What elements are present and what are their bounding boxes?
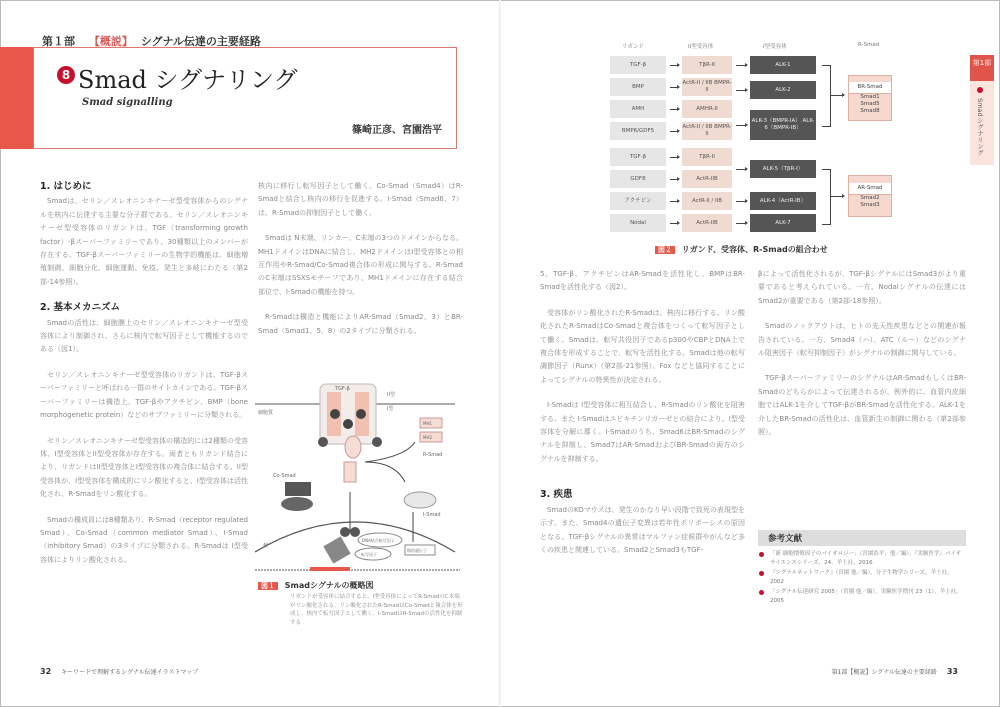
type1-receptor-box: ALK-1 (750, 56, 816, 74)
bracket (822, 65, 831, 127)
header-type1: I型受容体 (763, 44, 787, 50)
paragraph: 5、TGF-β、アクチビンはAR-Smadを活性化し、BMPはBR-Smadを活性化する（図2）。 (540, 270, 745, 292)
part-tag: 【概説】 (88, 35, 133, 48)
type1-receptor-box: ALK-2 (750, 81, 816, 99)
ligand-box: アクチビン (610, 192, 666, 210)
right-column-2 (758, 268, 966, 451)
header-rsmad: R-Smad (858, 42, 880, 48)
chapter-subtitle-en: Smad signalling (82, 97, 173, 108)
ligand-box: TGF-β (610, 148, 666, 166)
arrow-icon (670, 87, 678, 88)
svg-text:TGF-β: TGF-β (335, 386, 350, 392)
right-footer (832, 667, 958, 676)
part-label: 第１部 (42, 35, 75, 48)
paragraph: R-Smadは構造と機能によりAR-Smad（Smad2、3）とBR-Smad（Smad1、5、8）の2タイプに分類される。 (258, 313, 463, 335)
rsmad-member: Smad1 (860, 93, 880, 100)
arrow-icon (736, 201, 746, 202)
figure-1-caption (258, 580, 373, 591)
arrow-icon (670, 201, 678, 202)
ligand-box: BMP6/GDF5 (610, 122, 666, 140)
authors: 篠崎正彦、宮園浩平 (352, 125, 442, 136)
paragraph: Smadのノックアウトは、ヒトの先天性疾患などとの関連が報告されている。一方、Smad4（ハ）、ATC（ルー）などのシグナル阻害因子（転写抑制因子）がシグナルの制御に関与している。 (758, 322, 966, 358)
figure-label: 図１ (258, 582, 278, 590)
svg-text:R-Smad: R-Smad (423, 452, 443, 458)
reference-item: 「シグナル伝達研究 2005」（宮園 他／編），実験医学増刊 23（1），羊土社，2005 (758, 588, 966, 605)
running-title: 第1部【概説】シグナル伝達の主要経路 (831, 669, 937, 676)
chapter-title: Smad シグナリング (78, 66, 298, 94)
paragraph: SmadのKOマウスは、発生のかなり早い段階で致死の表現型を示す。また、Smad4の遺伝子変異は若年性ポリポーシスの原因となる。TGF-βシグナルの異常はマルファン症候群やがんなど多くの疾患と関連している。Smad2とSmad3もTGF- (540, 505, 745, 554)
figure-title: リガンド、受容体、R-Smadの組合わせ (681, 245, 828, 254)
type1-receptor-box: ALK-4（ActR-IB） (750, 192, 816, 210)
arrow-icon (736, 169, 746, 170)
figure-1-smad-signaling-diagram (255, 382, 470, 577)
paragraph: I-Smadは I型受容体に相互結合し、R-Smadのリン酸化を阻害する。また I-Smadはユビキチンリガーゼとの結合により、I型受容体を分解に導く。I-Smadのうち、Smad6はBR-Smadのシグナルを抑制し、Smad7はAR-SmadおよびBR-Smadの両方のシグナルを抑制する。 (540, 401, 745, 463)
rsmad-member: Smad8 (860, 107, 880, 114)
paragraph: βによって活性化されるが、TGF-βシグナルにはSmad3がより重要であると考えられている。一方、Nodalシグナルの伝達にはSmad2が重要である（第2部-18参照）。 (758, 270, 966, 305)
type2-receptor-box: ActR-IIB (682, 214, 732, 232)
type1-receptor-box: ALK-5（TβR-I） (750, 160, 816, 178)
left-column-2 (258, 180, 463, 350)
br-smad-box (848, 75, 892, 121)
type2-receptor-box: ActR-IIB (682, 170, 732, 188)
page-gutter (499, 0, 501, 707)
arrow-icon (670, 223, 678, 224)
section-heading: 3. 疾患 (540, 489, 573, 501)
figure-label: 図２ (655, 246, 675, 254)
type2-receptor-box: AMHR-II (682, 100, 732, 118)
arrow-icon (736, 223, 746, 224)
ligand-box: AMH (610, 100, 666, 118)
svg-text:Co-Smad: Co-Smad (273, 473, 296, 479)
header-type2: II型受容体 (688, 44, 714, 50)
running-title: キーワードで理解するシグナル伝達イラストマップ (61, 669, 199, 676)
paragraph: TGF-βスーパーファミリーのシグナルはAR-SmadもしくはBR-Smadのどちらかによって伝達されるが、例外的に、血管内皮細胞ではALK-1を介してTGF-βがBR-Smadを活性化する。ALK-1を介したBR-Smadの活性化は、血管新生の制御に関わる（第2部参照）。 (758, 374, 966, 437)
paragraph: Smadの構成員には8種類あり、R-Smad（receptor regulated Smad）、Co-Smad（common mediator Smad）、I-Smad（inhibitory Smad）の3タイプに分類される。R-Smadは I型受容体によりリン酸化される。 (40, 515, 248, 564)
svg-text:I-Smad: I-Smad (423, 512, 441, 518)
paragraph: Smadの活性は、細胞膜上のセリン／スレオニンキナーゼ型受容体により制御され、さらに核内で転写因子として機能するのである（図1）。 (40, 318, 248, 354)
chapter-side-tab (970, 55, 994, 165)
figure-2-receptor-diagram (600, 30, 900, 230)
rsmad-title: BR-Smad (849, 82, 891, 94)
rsmad-member: Smad2 (860, 195, 880, 201)
section-heading: 2. 基本メカニズム (40, 302, 121, 314)
ligand-box: TGF-β (610, 56, 666, 74)
svg-text:転写因子: 転写因子 (361, 552, 377, 557)
arrow-icon (831, 95, 843, 96)
type1-receptor-box: ALK-3（BMPR-IA） ALK-6（BMPR-IB） (750, 110, 816, 140)
ligand-box: BMP (610, 78, 666, 96)
svg-text:標的遺伝子: 標的遺伝子 (407, 548, 427, 553)
type2-receptor-box: ActR-II / IIB BMPR-II (682, 78, 732, 96)
part-title: シグナル伝達の主要経路 (140, 35, 261, 48)
references-heading: 参考文献 (758, 530, 966, 546)
page-number: 33 (946, 667, 958, 676)
right-column-1 (540, 268, 745, 569)
side-tab-label: Smadシグナリング (976, 98, 984, 156)
svg-text:核: 核 (263, 543, 269, 549)
arrow-icon (670, 65, 678, 66)
title-accent-bar (0, 47, 34, 149)
svg-text:MH2: MH2 (423, 435, 433, 440)
left-footer (40, 667, 198, 676)
rsmad-title: AR-Smad (849, 183, 891, 195)
ar-smad-box (848, 175, 892, 217)
svg-text:I型: I型 (387, 406, 394, 412)
chapter-number-badge: 8 (57, 66, 75, 84)
arrow-icon (670, 131, 678, 132)
side-tab-part: 第1部 (970, 55, 994, 81)
type2-receptor-box: ActR-II / IIB (682, 192, 732, 210)
left-column-1 (40, 180, 248, 579)
paragraph: Smadは N末端、リンカー、C末端の3つのドメインからなる。MH1ドメインはDNAに結合し、MH2ドメインはI型受容体との相互作用やR-Smad/Co-Smad複合体の形成に関与する。R-SmadのC末端はSSXSモチーフであり、MH1ドメインに存在する結合部位で、I-Smadの機能を持つ。 (258, 234, 463, 296)
figure-1-description: リガンドが受容体に結合すると、I型受容体によってR-SmadのC末端がリン酸化される。リン酸化されたR-SmadはCo-Smadと複合体を形成し、核内で転写因子として働く。I-SmadはR-Smadの活性化を抑制する (290, 594, 463, 626)
svg-text:細胞質: 細胞質 (258, 410, 274, 416)
side-tab-label-wrap (976, 87, 985, 156)
reference-item: 「新 細胞増殖因子のバイオロジー」（宮園浩平、他／編）、『実験医学』バイオサイエンスシリーズ，24，羊土社，2016 (758, 550, 966, 567)
section-heading: 1. はじめに (40, 181, 92, 192)
paragraph: 受容体がリン酸化されたR-Smadは、核内に移行する。リン酸化されたR-SmadはCo-Smadと複合体をつくって転写因子として働く。Smadは、転写共役因子であるp300やCBPとDNA上で複合体を形成することで、転写を活性化する。Smadは他の転写調節因子（Runx）（第2部-21参照）、Fox などと協同することによってシグナルの特異性が決定される。 (540, 308, 745, 384)
arrow-icon (670, 179, 678, 180)
type1-receptor-box: ALK-7 (750, 214, 816, 232)
arrow-icon (736, 125, 746, 126)
paragraph: セリン／スレオニンキナーゼ型受容体の構造的には2種類の受容体、I型受容体とII型受容体が存在する。両者ともリガンド結合により、リガンドはII型受容体とI型受容体の複合体に結合する。II型受容体が、I型受容体を構成的にリン酸化すると、I型受容体は活性化され、R-Smadをリン酸化する。 (40, 436, 248, 499)
rsmad-member: Smad3 (860, 202, 880, 208)
page-number: 32 (40, 667, 52, 676)
svg-text:MH1: MH1 (423, 421, 433, 426)
svg-text:II型: II型 (387, 392, 395, 398)
type2-receptor-box: ActR-II / IIB BMPR-II (682, 122, 732, 140)
arrow-icon (831, 196, 843, 197)
header-ligand: リガンド (622, 44, 644, 50)
references (758, 530, 966, 607)
svg-text:DNA結合転写因子: DNA結合転写因子 (362, 538, 395, 543)
paragraph: Smadは、セリン／スレオニンキナーゼ型受容体からのシグナルを核内に伝達する主要な分子群である。セリン／スレオニンキナーゼ型受容体のリガンドは、TGF（transforming growth factor）-βスーパーファミリーであり、30種類以上のメンバーが存在する。TGF-βスーパーファミリーの生物学的機能は、細胞増殖制御、細胞分化、細胞運動、免疫、発生と多岐にわたる（第2部-14参照）。 (40, 197, 248, 286)
ligand-box: GDF8 (610, 170, 666, 188)
paragraph: 核内に移行し転写因子として働く。Co-Smad（Smad4）はR-Smadと結合し核内の移行を促進する。I-Smad（Smad6、7）は、R-Smadの抑制因子として働く。 (258, 182, 463, 217)
paragraph: セリン／スレオニンキナーゼ型受容体のリガンドは、TGF-βスーパーファミリーと呼ばれる一群のサイトカインである。TGF-βスーパーファミリーは構造上、TGF-βやアクチビン、BMP（bone morphogenetic protein）などのサブファミリーに分類される。 (40, 370, 248, 420)
arrow-icon (736, 65, 746, 66)
arrow-icon (736, 90, 746, 91)
arrow-icon (670, 157, 678, 158)
type2-receptor-box: TβR-II (682, 56, 732, 74)
ligand-box: Nodal (610, 214, 666, 232)
figure-2-caption (655, 244, 828, 255)
reference-item: 『シグナルネットワーク』（宮園 他／編），分子生物学シリーズ，羊土社，2002 (758, 569, 966, 586)
chapter-dot-icon (977, 87, 983, 93)
type2-receptor-box: TβR-II (682, 148, 732, 166)
figure-title: Smadシグナルの概略図 (284, 581, 374, 590)
arrow-icon (670, 109, 678, 110)
bracket (822, 169, 831, 225)
rsmad-member: Smad5 (860, 100, 880, 107)
